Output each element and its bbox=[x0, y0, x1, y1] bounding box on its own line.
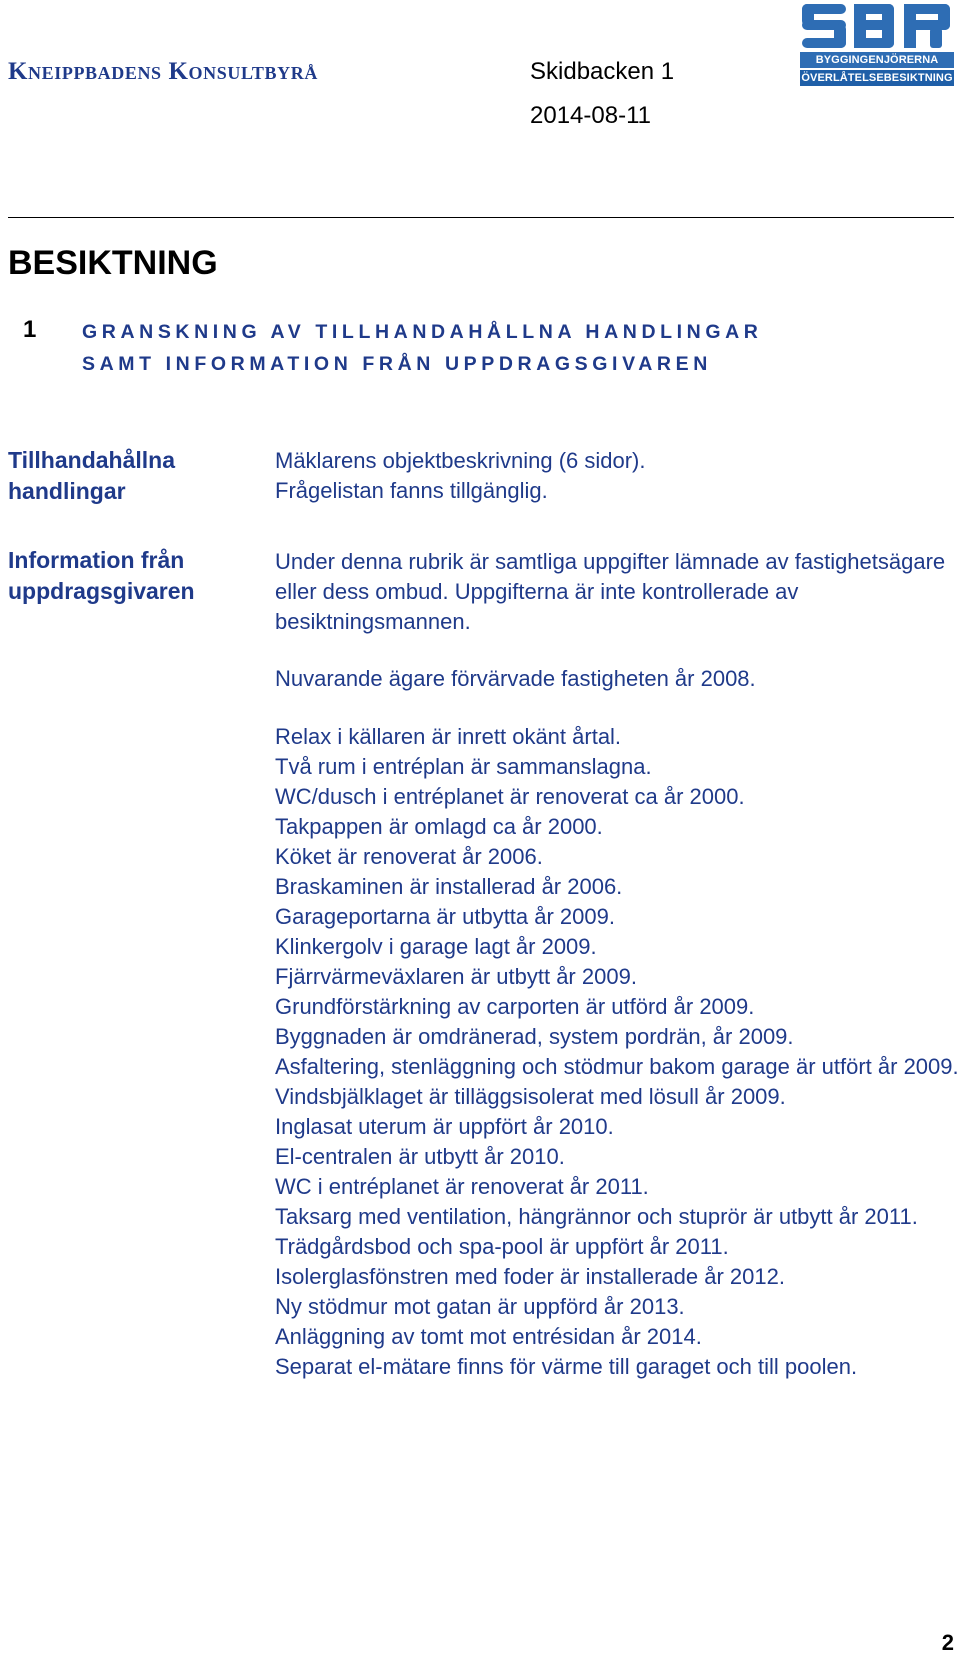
information-item: Takpappen är omlagd ca år 2000. bbox=[275, 814, 603, 839]
information-item: Anläggning av tomt mot entrésidan år 2014. bbox=[275, 1324, 702, 1349]
handlingar-list bbox=[275, 446, 960, 506]
information-item: Garageportarna är utbytta år 2009. bbox=[275, 904, 615, 929]
information-item: Relax i källaren är inrett okänt årtal. bbox=[275, 724, 622, 749]
information-item: Asfaltering, stenläggning och stödmur bakom garage är utfört år 2009. bbox=[275, 1054, 959, 1079]
information-item: Ny stödmur mot gatan är uppförd år 2013. bbox=[275, 1294, 685, 1319]
section-number: 1 bbox=[23, 316, 37, 343]
handlingar-label: Tillhandahållna handlingar bbox=[8, 447, 175, 504]
document-title: BESIKTNING bbox=[8, 244, 218, 282]
header-rule bbox=[8, 217, 954, 218]
section-title-line-1: GRANSKNING AV TILLHANDAHÅLLNA HANDLINGAR bbox=[82, 321, 763, 343]
information-item: El-centralen är utbytt år 2010. bbox=[275, 1144, 565, 1169]
page-number: 2 bbox=[941, 1630, 954, 1655]
section-title-line-2: SAMT INFORMATION FRÅN UPPDRAGSGIVAREN bbox=[82, 353, 712, 375]
information-item: Vindsbjälklaget är tilläggsisolerat med lösull år 2009. bbox=[275, 1084, 786, 1109]
information-item: Byggnaden är omdränerad, system pordrän, år 2009. bbox=[275, 1024, 794, 1049]
information-item: Trädgårdsbod och spa-pool är uppfört år 2011. bbox=[275, 1234, 729, 1259]
information-intro-text: Under denna rubrik är samtliga uppgifter lämnade av fastighetsägare eller dess ombud. Uppgifterna är inte kontrollerade av besiktningsmannen. bbox=[275, 549, 946, 634]
information-item: Köket är renoverat år 2006. bbox=[275, 844, 543, 869]
company-name: Kneippbadens Konsultbyrå bbox=[8, 58, 318, 85]
information-item: WC/dusch i entréplanet är renoverat ca år 2000. bbox=[275, 784, 745, 809]
information-item: Två rum i entréplan är sammanslagna. bbox=[275, 754, 652, 779]
ownership-text: Nuvarande ägare förvärvade fastigheten år 2008. bbox=[275, 666, 756, 691]
ownership-note bbox=[275, 664, 960, 694]
information-items bbox=[275, 722, 960, 1382]
information-item: Isolerglasfönstren med foder är installerade år 2012. bbox=[275, 1264, 785, 1289]
information-item: Braskaminen är installerad år 2006. bbox=[275, 874, 623, 899]
information-item: Grundförstärkning av carporten är utförd år 2009. bbox=[275, 994, 755, 1019]
information-item: Inglasat uterum är uppfört år 2010. bbox=[275, 1114, 614, 1139]
information-intro bbox=[275, 547, 960, 637]
information-item: Separat el-mätare finns för värme till garaget och till poolen. bbox=[275, 1354, 858, 1379]
handlingar-item: Mäklarens objektbeskrivning (6 sidor). bbox=[275, 448, 646, 473]
information-label: Information från uppdragsgivaren bbox=[8, 547, 195, 604]
property-address: Skidbacken 1 bbox=[530, 58, 675, 85]
information-item: WC i entréplanet är renoverat år 2011. bbox=[275, 1174, 649, 1199]
information-item: Taksarg med ventilation, hängrännor och stuprör är utbytt år 2011. bbox=[275, 1204, 918, 1229]
logo-line-engineers: BYGGINGENJÖRERNA bbox=[800, 52, 954, 68]
handlingar-item: Frågelistan fanns tillgänglig. bbox=[275, 478, 548, 503]
information-item: Fjärrvärmeväxlaren är utbytt år 2009. bbox=[275, 964, 637, 989]
inspection-date: 2014-08-11 bbox=[530, 102, 651, 129]
logo-line-inspection: ÖVERLÅTELSEBESIKTNING bbox=[801, 72, 953, 84]
section-title bbox=[82, 316, 952, 380]
information-item: Klinkergolv i garage lagt år 2009. bbox=[275, 934, 597, 959]
